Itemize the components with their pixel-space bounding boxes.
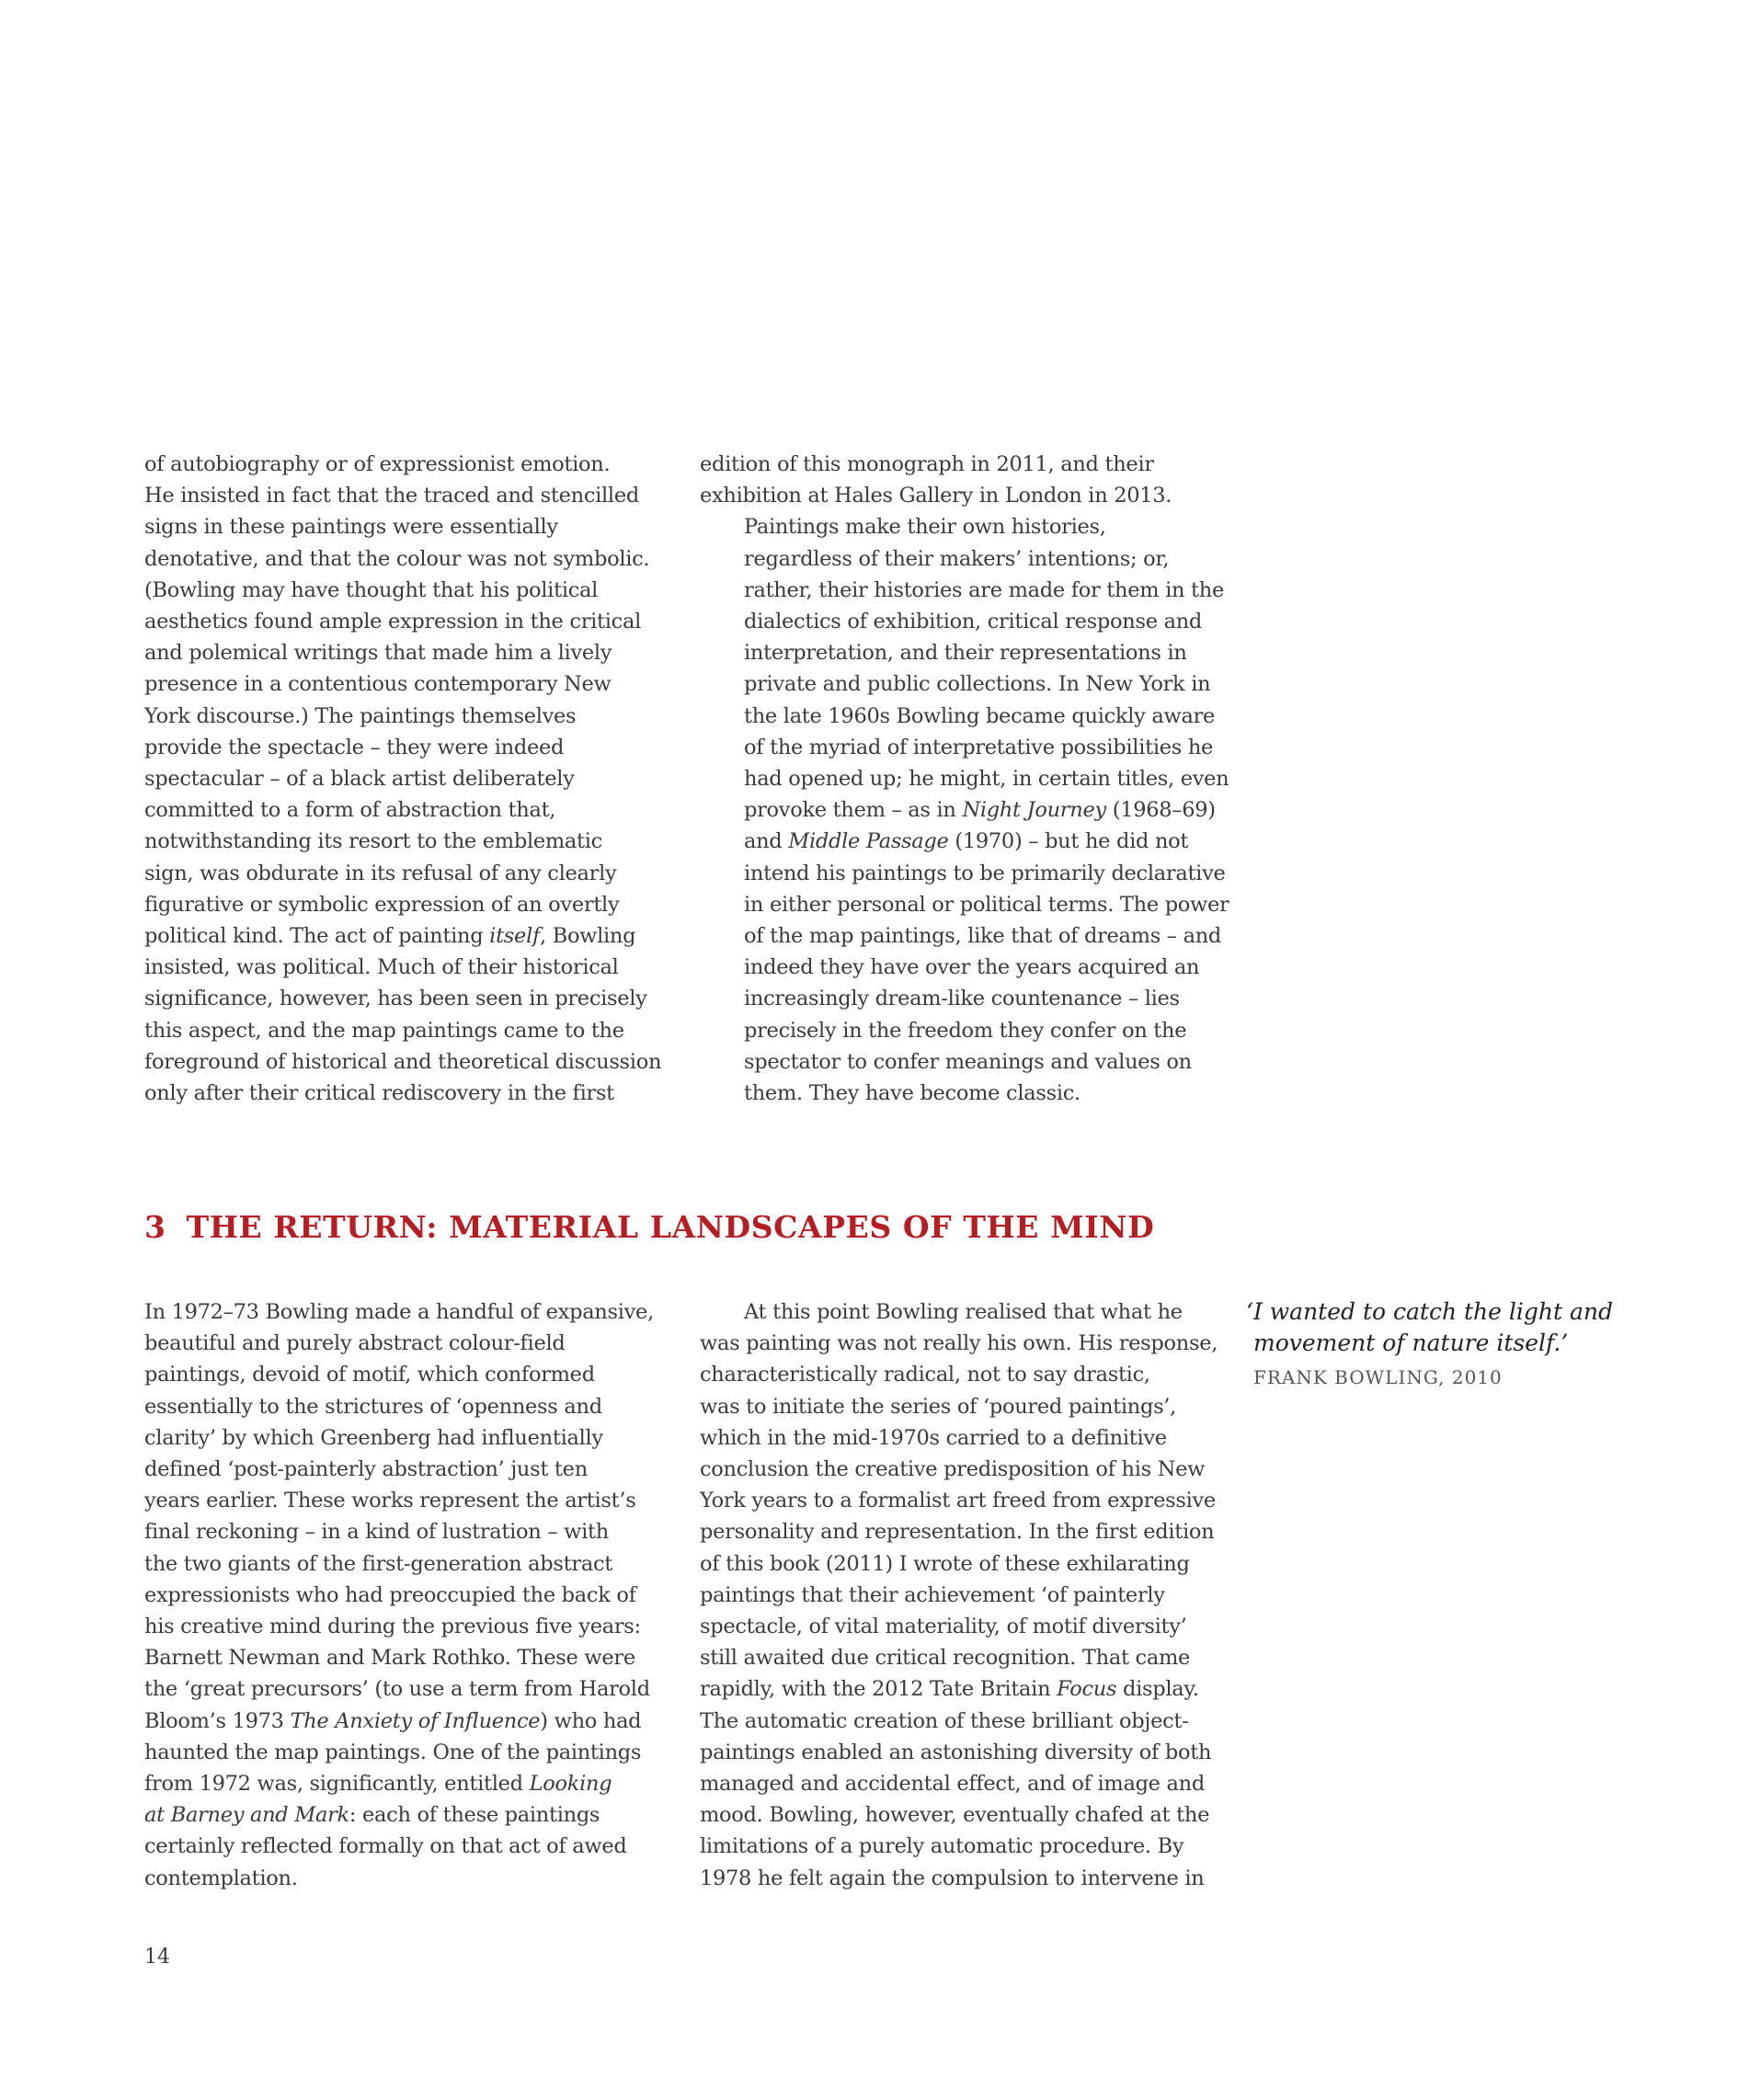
text-line: edition of this monograph in 2011, and their: [700, 452, 1154, 476]
text-line: Paintings make their own histories,: [744, 515, 1106, 540]
text-line: the late 1960s Bowling became quickly aware: [744, 703, 1216, 728]
text-run: political kind. The act of painting: [144, 924, 490, 949]
text-line: York years to a formalist art freed from expressive: [700, 1489, 1216, 1513]
text-line: expressionists who had preoccupied the back of: [144, 1582, 636, 1607]
text-line: clarity’ by which Greenberg had influentially: [144, 1425, 603, 1450]
italic-title: Looking: [529, 1772, 612, 1797]
text-line: rather, their histories are made for them in the: [744, 577, 1225, 602]
text-line: limitations of a purely automatic procedure. By: [700, 1834, 1184, 1859]
text-line: mood. Bowling, however, eventually chafed at the: [700, 1803, 1210, 1828]
text-line: presence in a contentious contemporary New: [144, 672, 612, 697]
text-line: the two giants of the first-generation abstract: [144, 1551, 612, 1576]
text-line: which in the mid-1970s carried to a definitive: [700, 1425, 1167, 1450]
text-line: [700, 826, 1229, 857]
text-line: his creative mind during the previous five years:: [144, 1615, 641, 1639]
text-line: of autobiography or of expressionist emotion.: [144, 452, 611, 476]
text-line: was to initiate the series of ‘poured paintings’,: [700, 1394, 1177, 1419]
text-line: paintings that their achievement ‘of painterly: [700, 1582, 1165, 1607]
text-line: (Bowling may have thought that his political: [144, 577, 599, 602]
text-line: beautiful and purely abstract colour-field: [144, 1331, 566, 1356]
text-line: characteristically radical, not to say drastic,: [700, 1363, 1150, 1387]
text-line: personality and representation. In the first edition: [700, 1520, 1215, 1545]
text-line: foreground of historical and theoretical discussion: [144, 1049, 662, 1074]
text-line: regardless of their makers’ intentions; or,: [744, 546, 1170, 571]
text-line: provide the spectacle – they were indeed: [144, 735, 565, 759]
paragraph: [700, 449, 1229, 511]
text-line: final reckoning – in a kind of lustration – with: [144, 1520, 609, 1545]
text-line: only after their critical rediscovery in the first: [144, 1081, 614, 1106]
text-line: In 1972–73 Bowling made a handful of expansive,: [144, 1300, 654, 1324]
text-line: was painting was not really his own. His response,: [700, 1331, 1218, 1356]
text-line: spectator to confer meanings and values on: [744, 1049, 1192, 1074]
text-line: still awaited due critical recognition. That came: [700, 1646, 1191, 1671]
italic-title: The Anxiety of Influence: [290, 1708, 541, 1733]
text-line: significance, however, has been seen in precisely: [144, 987, 647, 1011]
text-run: Bloom’s 1973: [144, 1708, 291, 1733]
text-line: the ‘great precursors’ (to use a term from Harold: [144, 1677, 650, 1702]
text-line: paintings enabled an astonishing diversity of both: [700, 1740, 1212, 1764]
text-line: At this point Bowling realised that what he: [744, 1300, 1183, 1324]
text-line: spectacle, of vital materiality, of motif diversity’: [700, 1615, 1187, 1639]
text-line: York discourse.) The paintings themselves: [144, 703, 577, 728]
section-heading: [144, 1209, 1154, 1245]
paragraph: [700, 511, 1229, 1109]
text-line: [144, 1799, 673, 1831]
text-line: sign, was obdurate in its refusal of any clearly: [144, 861, 617, 885]
text-line: interpretation, and their representations in: [744, 641, 1187, 666]
text-line: paintings, devoid of motif, which conformed: [144, 1363, 595, 1387]
text-line: spectacular – of a black artist deliberately: [144, 767, 575, 792]
text-line: [144, 1706, 673, 1737]
text-line: precisely in the freedom they confer on the: [744, 1018, 1187, 1043]
text-line: contemplation.: [144, 1866, 298, 1890]
text-line: [700, 1673, 1229, 1705]
text-run: from 1972 was, significantly, entitled: [144, 1772, 530, 1797]
text-line: defined ‘post-painterly abstraction’ just ten: [144, 1457, 588, 1482]
text-line: Barnett Newman and Mark Rothko. These were: [144, 1646, 635, 1671]
text-line: of this book (2011) I wrote of these exhilarating: [700, 1551, 1190, 1576]
text-line: in either personal or political terms. The power: [744, 892, 1229, 917]
text-line: aesthetics found ample expression in the critical: [144, 610, 641, 634]
pull-quote: [1246, 1296, 1724, 1388]
italic-term: itself: [489, 924, 540, 949]
text-line: this aspect, and the map paintings came to the: [144, 1018, 624, 1043]
text-line: of the myriad of interpretative possibilities he: [744, 735, 1214, 759]
text-line: them. They have become classic.: [744, 1081, 1081, 1106]
page-number: 14: [144, 1946, 170, 1969]
text-run: (1970) – but he did not: [948, 829, 1189, 854]
text-line: [144, 1768, 673, 1799]
paragraph: [700, 1296, 1229, 1894]
text-line: haunted the map paintings. One of the paintings: [144, 1740, 642, 1764]
quote-text: [1246, 1296, 1724, 1359]
text-line: dialectics of exhibition, critical response and: [744, 610, 1202, 634]
text-line: insisted, was political. Much of their historical: [144, 955, 619, 980]
section-title: THE RETURN: MATERIAL LANDSCAPES OF THE MIND: [186, 1209, 1155, 1245]
quote-line: ‘I wanted to catch the light and: [1246, 1298, 1613, 1325]
text-line: committed to a form of abstraction that,: [144, 798, 556, 823]
text-line: essentially to the strictures of ‘openness and: [144, 1394, 602, 1419]
top-left-column: [144, 449, 673, 1109]
bottom-right-column: [700, 1296, 1229, 1894]
text-line: certainly reflected formally on that act of awed: [144, 1834, 627, 1859]
text-line: years earlier. These works represent the artist’s: [144, 1489, 636, 1513]
text-run: , Bowling: [540, 924, 636, 949]
text-run: display.: [1116, 1677, 1199, 1702]
text-line: exhibition at Hales Gallery in London in 2013.: [700, 484, 1172, 508]
text-line: 1978 he felt again the compulsion to intervene in: [700, 1866, 1205, 1890]
bottom-left-column: [144, 1296, 673, 1894]
text-line: intend his paintings to be primarily declarative: [744, 861, 1226, 885]
text-line: increasingly dream-like countenance – lies: [744, 987, 1180, 1011]
italic-title: at Barney and Mark: [144, 1803, 349, 1828]
text-run: rapidly, with the 2012 Tate Britain: [700, 1677, 1058, 1702]
text-run: : each of these paintings: [349, 1803, 600, 1828]
text-line: He insisted in fact that the traced and stencilled: [144, 484, 639, 508]
italic-title: Focus: [1057, 1677, 1117, 1702]
italic-title: Middle Passage: [788, 829, 949, 854]
text-run: (1968–69): [1105, 798, 1216, 823]
text-run: provoke them – as in: [744, 798, 963, 823]
text-run: ) who had: [540, 1708, 642, 1733]
paragraph: [144, 449, 673, 1109]
text-line: managed and accidental effect, and of image and: [700, 1772, 1205, 1797]
text-run: and: [744, 829, 789, 854]
top-right-column: [700, 449, 1229, 1109]
text-line: private and public collections. In New York in: [744, 672, 1211, 697]
paragraph: [144, 1296, 673, 1894]
text-line: of the map paintings, like that of dreams – and: [744, 924, 1222, 949]
text-line: [144, 920, 673, 952]
text-line: indeed they have over the years acquired an: [744, 955, 1200, 980]
text-line: conclusion the creative predisposition of his New: [700, 1457, 1206, 1482]
quote-line: movement of nature itself.’: [1253, 1330, 1569, 1356]
text-line: [700, 794, 1229, 826]
text-line: signs in these paintings were essentially: [144, 515, 558, 540]
quote-attribution: FRANK BOWLING, 2010: [1253, 1366, 1503, 1388]
text-line: figurative or symbolic expression of an overtly: [144, 892, 620, 917]
text-line: denotative, and that the colour was not symbolic.: [144, 546, 650, 571]
section-number: 3: [144, 1209, 166, 1245]
text-line: The automatic creation of these brilliant object-: [700, 1708, 1189, 1733]
italic-title: Night Journey: [962, 798, 1106, 823]
text-line: had opened up; he might, in certain titles, even: [744, 767, 1229, 792]
text-line: notwithstanding its resort to the emblematic: [144, 829, 602, 854]
text-line: and polemical writings that made him a lively: [144, 641, 612, 666]
